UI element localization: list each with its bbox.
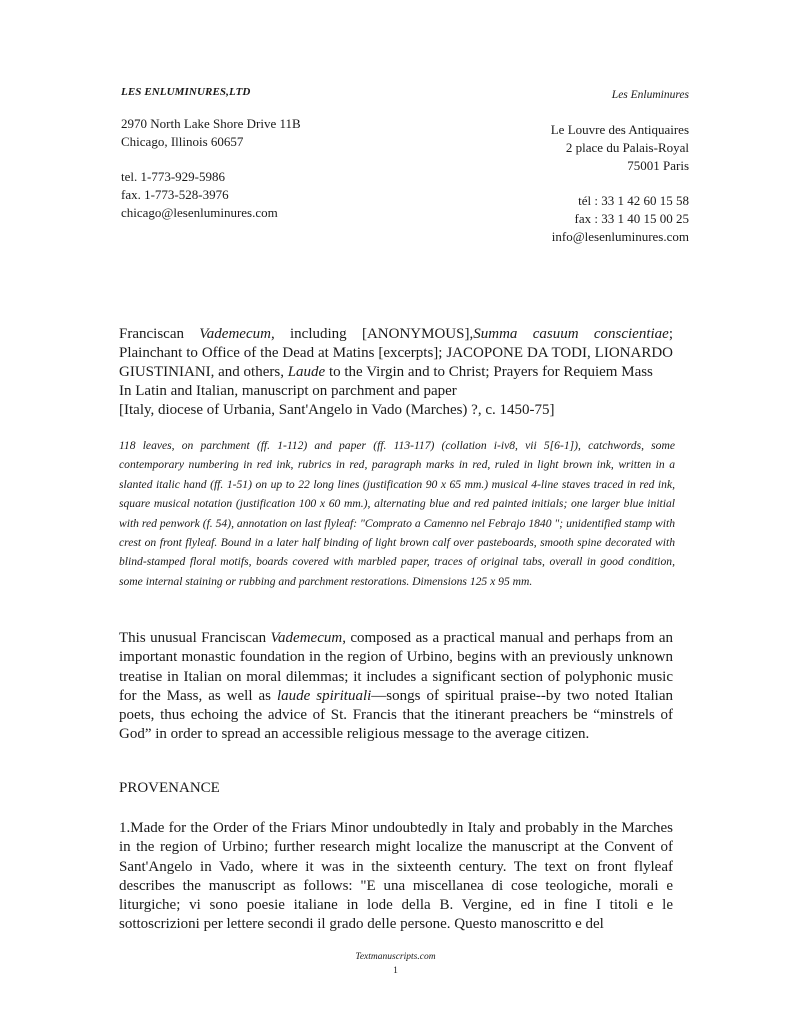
- address-line: 2970 North Lake Shore Drive 11B: [121, 116, 301, 131]
- address-line: 2 place du Palais-Royal: [565, 140, 689, 155]
- fax: fax. 1-773-528-3976: [121, 187, 229, 202]
- manuscript-title: [119, 325, 673, 420]
- page-number: 1: [393, 966, 398, 976]
- telephone: tel. 1-773-929-5986: [121, 169, 225, 184]
- email-link[interactable]: info@lesenluminures.com: [551, 229, 689, 244]
- title-main: Franciscan Vademecum, including [ANONYMOUS],Summa casuum conscientiae; Plainchant to Office of the Dead at Matins [excerpts]; JACOPONE DA TODI, LIONARDO GIUSTINIANI, and others, Laude to the Virgin and to Christ; Prayers for Requiem Mass: [119, 326, 673, 380]
- address-city: Chicago, Illinois 60657: [121, 134, 244, 149]
- letterhead-brand-paris: Les Enluminures: [611, 89, 689, 101]
- provenance-paragraph: 1.Made for the Order of the Friars Minor undoubtedly in Italy and probably in the Marches in the region of Urbino; further research might localize the manuscript at the Convent of Sant'Angelo in Vado, where it was in the sixteenth century. The text on front flyleaf describes the manuscript as follows: "E una miscellanea di cose teologiche, morali e liturgiche; vi sono poesie italiane in lode della B. Vergine, ed in fine I titoli e le sottoscrizioni per lettere secondi il grado delle persone. Questo manoscritto e del: [119, 820, 673, 933]
- intro-paragraph: This unusual Franciscan Vademecum, composed as a practical manual and perhaps from an important monastic foundation in the region of Urbino, begins with an previously unknown treatise in Italian on moral dilemmas; it includes a significant section of polyphonic music for the Mass, as well as laude spirituali—songs of spiritual praise--by two noted Italian poets, thus echoing the advice of St. Francis that the itinerant preachers be “minstrels of God” in order to spread an accessible religious message to the average citizen.: [119, 630, 674, 743]
- letterhead-brand-chicago: LES ENLUMINURES,LTD: [121, 86, 251, 98]
- address-paris: [551, 121, 689, 246]
- title-origin: [Italy, diocese of Urbania, Sant'Angelo in Vado (Marches) ?, c. 1450-75]: [119, 402, 555, 418]
- footer-site: Textmanuscripts.com: [355, 952, 436, 962]
- email-link[interactable]: chicago@lesenluminures.com: [121, 205, 278, 220]
- title-language: In Latin and Italian, manuscript on parchment and paper: [119, 383, 457, 399]
- telephone: tél : 33 1 42 60 15 58: [578, 193, 689, 208]
- fax: fax : 33 1 40 15 00 25: [574, 211, 689, 226]
- section-heading: PROVENANCE: [119, 780, 220, 796]
- address-chicago: [121, 115, 301, 222]
- address-city: 75001 Paris: [627, 158, 689, 173]
- physical-description: 118 leaves, on parchment (ff. 1-112) and paper (ff. 113-117) (collation i-iv8, vii 5[6-1]), catchwords, some contemporary numbering in red ink, rubrics in red, paragraph marks in red, ruled in light brown ink, written in a slanted italic hand (ff. 1-51) on up to 22 long lines (justification 90 x 65 mm.) musical 4-line staves traced in red ink, square musical notation (justification 100 x 60 mm.), alternating blue and red painted initials; one larger blue initial with red penwork (f. 54), annotation on last flyleaf: "Comprato a Camenno nel Febrajo 1840 "; unidentified stamp with crest on front flyleaf. Bound in a later half binding of light brown calf over pasteboards, smooth spine decorated with blind-stamped floral motifs, boards covered with marbled paper, traces of original tabs, overall in good condition, some internal staining or rubbing and parchment restorations. Dimensions 125 x 95 mm.: [119, 439, 675, 588]
- address-line: Le Louvre des Antiquaires: [550, 122, 689, 137]
